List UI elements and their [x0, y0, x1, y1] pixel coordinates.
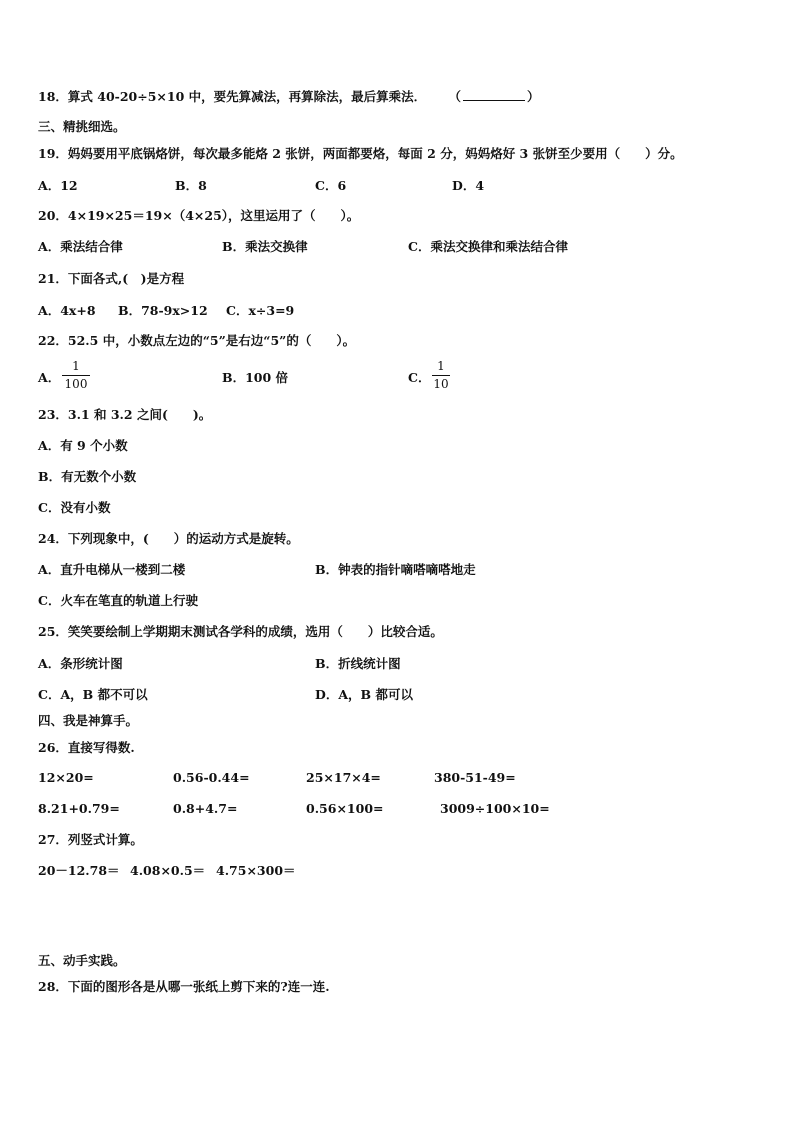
question-19-stem: 19．妈妈要用平底锅烙饼，每次最多能烙 2 张饼，两面都要烙，每面 2 分，妈妈烙好 3 张饼至少要用（ ）分。	[38, 146, 683, 161]
q26-item: 8.21+0.79=	[38, 801, 120, 816]
fraction-numerator: 1	[437, 359, 445, 373]
q20-option-c[interactable]: C．乘法交换律和乘法结合律	[408, 239, 568, 254]
q26-item: 0.56×100=	[306, 801, 384, 816]
fraction-denominator: 10	[433, 377, 449, 391]
q25-option-d[interactable]: D．A，B 都可以	[315, 687, 413, 702]
q25-option-a[interactable]: A．条形统计图	[38, 656, 123, 671]
q26-item: 0.56-0.44=	[173, 770, 250, 785]
fraction-bar	[432, 375, 450, 376]
answer-paren-close: ）	[527, 89, 540, 104]
q22-option-a-label[interactable]: A．	[38, 370, 61, 385]
question-23-stem: 23．3.1 和 3.2 之间( )。	[38, 407, 212, 422]
q22-option-a-fraction[interactable]	[62, 360, 90, 391]
q21-option-c[interactable]: C．x÷3=9	[226, 303, 295, 318]
q26-item: 3009÷100×10=	[440, 801, 550, 816]
q26-item: 380-51-49=	[434, 770, 516, 785]
fraction-numerator: 1	[72, 359, 80, 373]
question-27-stem: 27．列竖式计算。	[38, 832, 143, 847]
question-28-stem: 28．下面的图形各是从哪一张纸上剪下来的?连一连.	[38, 979, 330, 994]
q21-option-a[interactable]: A．4x+8	[38, 303, 96, 318]
q24-option-b[interactable]: B．钟表的指针嘀嗒嘀嗒地走	[315, 562, 476, 577]
section-4-title: 四、我是神算手。	[38, 713, 139, 728]
question-26-stem: 26．直接写得数.	[38, 740, 135, 755]
q22-option-b[interactable]: B．100 倍	[222, 370, 289, 385]
q19-option-b[interactable]: B．8	[175, 178, 207, 193]
q19-option-d[interactable]: D．4	[452, 178, 485, 193]
q19-option-c[interactable]: C．6	[315, 178, 347, 193]
q21-option-b[interactable]: B．78-9x>12	[118, 303, 208, 318]
question-24-stem: 24．下列现象中，( ）的运动方式是旋转。	[38, 531, 299, 546]
question-25-stem: 25．笑笑要绘制上学期期末测试各学科的成绩，选用（ ）比较合适。	[38, 624, 443, 639]
question-20-stem: 20．4×19×25＝19×（4×25），这里运用了（ ）。	[38, 208, 360, 223]
answer-paren-open: （	[448, 89, 461, 104]
question-18	[38, 88, 540, 105]
q27-item: 4.75×300＝	[216, 863, 296, 878]
section-5-title: 五、动手实践。	[38, 953, 126, 968]
q20-option-a[interactable]: A．乘法结合律	[38, 239, 123, 254]
q23-option-a[interactable]: A．有 9 个小数	[38, 438, 128, 453]
q25-option-b[interactable]: B．折线统计图	[315, 656, 401, 671]
question-18-text: 18．算式 40-20÷5×10 中，要先算减法，再算除法，最后算乘法．	[38, 89, 427, 104]
q27-item: 20－12.78＝	[38, 863, 120, 878]
q26-item: 25×17×4=	[306, 770, 381, 785]
q24-option-c[interactable]: C．火车在笔直的轨道上行驶	[38, 593, 198, 608]
q23-option-c[interactable]: C．没有小数	[38, 500, 111, 515]
q19-option-a[interactable]: A．12	[38, 178, 78, 193]
question-22-stem: 22．52.5 中，小数点左边的“5”是右边“5”的（ ）。	[38, 333, 356, 348]
question-21-stem: 21．下面各式,( )是方程	[38, 271, 185, 286]
q24-option-a[interactable]: A．直升电梯从一楼到二楼	[38, 562, 186, 577]
q26-item: 12×20=	[38, 770, 94, 785]
q25-option-c[interactable]: C．A，B 都不可以	[38, 687, 148, 702]
answer-blank[interactable]	[463, 88, 525, 101]
q27-item: 4.08×0.5＝	[130, 863, 206, 878]
q23-option-b[interactable]: B．有无数个小数	[38, 469, 137, 484]
q22-option-c-label[interactable]: C．	[408, 370, 431, 385]
section-3-title: 三、精挑细选。	[38, 119, 126, 134]
fraction-denominator: 100	[64, 377, 88, 391]
q22-option-c-fraction[interactable]	[432, 360, 450, 391]
q26-item: 0.8+4.7=	[173, 801, 238, 816]
fraction-bar	[62, 375, 90, 376]
q20-option-b[interactable]: B．乘法交换律	[222, 239, 308, 254]
